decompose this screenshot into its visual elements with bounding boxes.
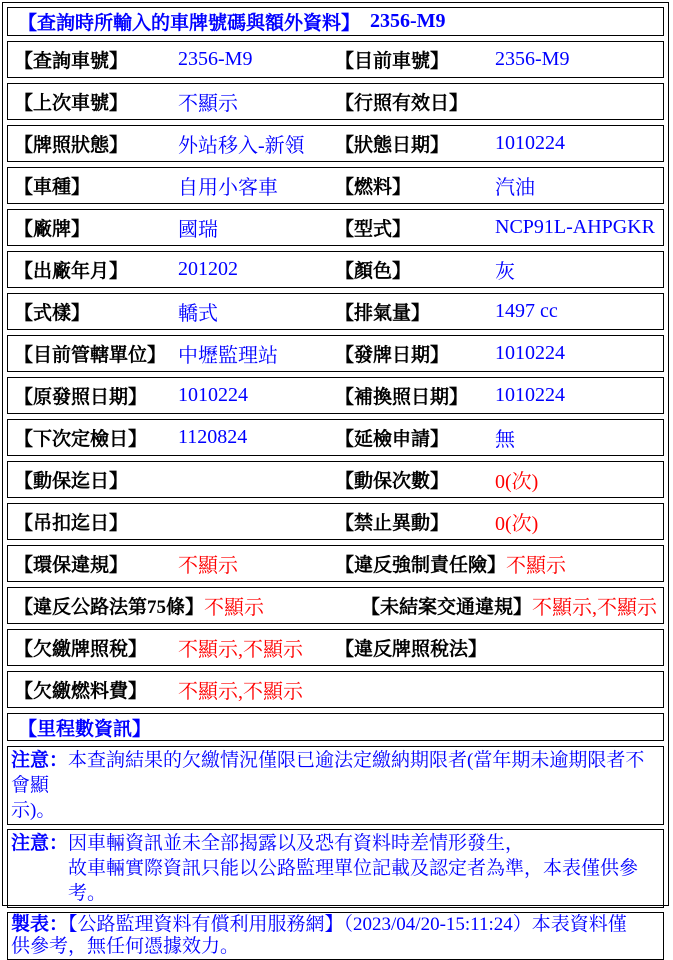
field-label-original-license-date: 【原發照日期】 xyxy=(14,387,148,408)
maker-text: 【公路監理資料有償利用服務網】（2023/04/20-15:11:24）本表資料僅 xyxy=(68,914,627,935)
notice-text: 故車輛實際資訊只能以公路監理單位記載及認定者為準，本表僅供參考。 xyxy=(68,858,639,904)
field-label-unpaid-fuel-fee: 【欠繳燃料費】 xyxy=(14,681,148,702)
maker-text: 供參考，無任何憑據效力。 xyxy=(11,936,240,957)
field-label-open-traffic-violations: 【未結案交通違規】 xyxy=(361,597,533,618)
table-row xyxy=(7,125,664,162)
table-row xyxy=(7,461,664,498)
field-label-environmental-violation: 【環保違規】 xyxy=(14,555,129,576)
field-label-fuel: 【燃料】 xyxy=(335,177,412,198)
maker-line xyxy=(11,936,660,958)
field-label-vehicle-type: 【車種】 xyxy=(14,177,91,198)
field-value-color: 灰 xyxy=(495,261,515,283)
field-value-model: NCP91L-AHPGKR xyxy=(495,216,656,238)
field-label-manufacture-date: 【出廠年月】 xyxy=(14,261,129,282)
field-label-model: 【型式】 xyxy=(335,219,412,240)
field-value-chattel-mortgage-count: 0(次) xyxy=(495,471,539,493)
field-value-next-inspection-date: 1120824 xyxy=(178,426,248,448)
notice-prefix: 注意： xyxy=(11,750,69,771)
table-row xyxy=(7,335,664,372)
notice-box-data-accuracy xyxy=(7,829,664,908)
table-row xyxy=(7,671,664,708)
field-value-jurisdiction-office: 中壢監理站 xyxy=(178,345,278,367)
field-label-inspection-extension: 【延檢申請】 xyxy=(335,429,450,450)
notice-box-unpaid-scope xyxy=(7,746,664,825)
mileage-section-header xyxy=(7,713,664,741)
result-title-plate-number: 2356-M9 xyxy=(370,10,446,32)
field-value-plate-issue-date: 1010224 xyxy=(495,342,565,364)
field-label-suspension-until: 【吊扣迄日】 xyxy=(14,513,129,534)
table-row xyxy=(7,209,664,246)
report-maker-box xyxy=(7,912,664,960)
table-row xyxy=(7,293,664,330)
field-value-query-plate: 2356-M9 xyxy=(178,48,253,70)
field-label-displacement: 【排氣量】 xyxy=(335,303,431,324)
field-label-chattel-mortgage-count: 【動保次數】 xyxy=(335,471,450,492)
field-value-reissue-license-date: 1010224 xyxy=(495,384,565,406)
table-row xyxy=(7,503,664,540)
table-row xyxy=(7,629,664,666)
field-label-unpaid-license-tax: 【欠繳牌照稅】 xyxy=(14,639,148,660)
table-row xyxy=(7,419,664,456)
query-result-panel xyxy=(2,2,669,957)
field-value-unpaid-license-tax: 不顯示,不顯示 xyxy=(178,639,303,661)
notice-prefix: 注意： xyxy=(11,833,69,854)
field-value-previous-plate: 不顯示 xyxy=(178,93,238,115)
field-label-jurisdiction-office: 【目前管轄單位】 xyxy=(14,345,167,366)
table-row xyxy=(7,545,664,582)
field-label-plate-status: 【牌照狀態】 xyxy=(14,135,129,156)
notice-text: 本查詢結果的欠繳情況僅限已逾法定繳納期限者(當年期未逾期限者不會顯 xyxy=(11,750,645,796)
field-label-compulsory-insurance-violation: 【違反強制責任險】 xyxy=(335,555,507,576)
field-label-status-date: 【狀態日期】 xyxy=(335,135,450,156)
field-value-plate-status: 外站移入-新領 xyxy=(178,135,305,157)
result-title-label: 【查詢時所輸入的車牌號碼與額外資料】 xyxy=(18,13,361,34)
notice-line xyxy=(11,748,660,798)
mileage-section-title: 【里程數資訊】 xyxy=(18,718,152,740)
field-value-open-traffic-violations: 不顯示,不顯示 xyxy=(532,597,658,619)
field-label-highway-act-75-violation: 【違反公路法第75條】 xyxy=(14,597,205,618)
field-label-next-inspection-date: 【下次定檢日】 xyxy=(14,429,148,450)
notice-text: 因車輛資訊並未全部揭露以及恐有資料時差情形發生， xyxy=(68,833,525,854)
table-row xyxy=(7,167,664,204)
result-title-row xyxy=(7,7,664,36)
field-label-transfer-prohibition: 【禁止異動】 xyxy=(335,513,450,534)
field-label-body-style: 【式樣】 xyxy=(14,303,91,324)
field-value-manufacture-date: 201202 xyxy=(178,258,238,280)
field-label-current-plate: 【目前車號】 xyxy=(335,51,450,72)
field-label-license-tax-violation: 【違反牌照稅法】 xyxy=(335,639,488,660)
table-row xyxy=(7,41,664,78)
field-value-transfer-prohibition: 0(次) xyxy=(495,513,539,535)
field-value-fuel: 汽油 xyxy=(495,177,535,199)
field-value-brand: 國瑞 xyxy=(178,219,218,241)
field-label-query-plate: 【查詢車號】 xyxy=(14,51,129,72)
field-value-compulsory-insurance-violation: 不顯示 xyxy=(506,555,567,577)
field-value-unpaid-fuel-fee: 不顯示,不顯示 xyxy=(178,681,303,703)
field-label-chattel-mortgage-until: 【動保迄日】 xyxy=(14,471,129,492)
field-value-inspection-extension: 無 xyxy=(495,429,515,451)
field-label-previous-plate: 【上次車號】 xyxy=(14,93,129,114)
field-value-body-style: 轎式 xyxy=(178,303,218,325)
maker-line xyxy=(11,914,660,936)
notice-line xyxy=(11,856,660,906)
notice-text: 示)。 xyxy=(11,800,56,821)
field-value-current-plate: 2356-M9 xyxy=(495,48,570,70)
maker-prefix: 製表： xyxy=(11,914,69,935)
field-label-plate-issue-date: 【發牌日期】 xyxy=(335,345,450,366)
field-value-displacement: 1497 cc xyxy=(495,300,558,322)
field-label-reissue-license-date: 【補換照日期】 xyxy=(335,387,469,408)
field-value-original-license-date: 1010224 xyxy=(178,384,248,406)
field-label-license-valid-date: 【行照有效日】 xyxy=(335,93,469,114)
notice-line xyxy=(11,831,660,856)
field-value-vehicle-type: 自用小客車 xyxy=(178,177,278,199)
table-row xyxy=(7,587,664,624)
table-row xyxy=(7,251,664,288)
field-label-color: 【顏色】 xyxy=(335,261,412,282)
field-label-brand: 【廠牌】 xyxy=(14,219,91,240)
table-row xyxy=(7,377,664,414)
notice-line xyxy=(11,798,660,823)
field-value-status-date: 1010224 xyxy=(495,132,565,154)
table-row xyxy=(7,83,664,120)
field-value-environmental-violation: 不顯示 xyxy=(178,555,238,577)
field-value-highway-act-75-violation: 不顯示 xyxy=(204,597,265,619)
